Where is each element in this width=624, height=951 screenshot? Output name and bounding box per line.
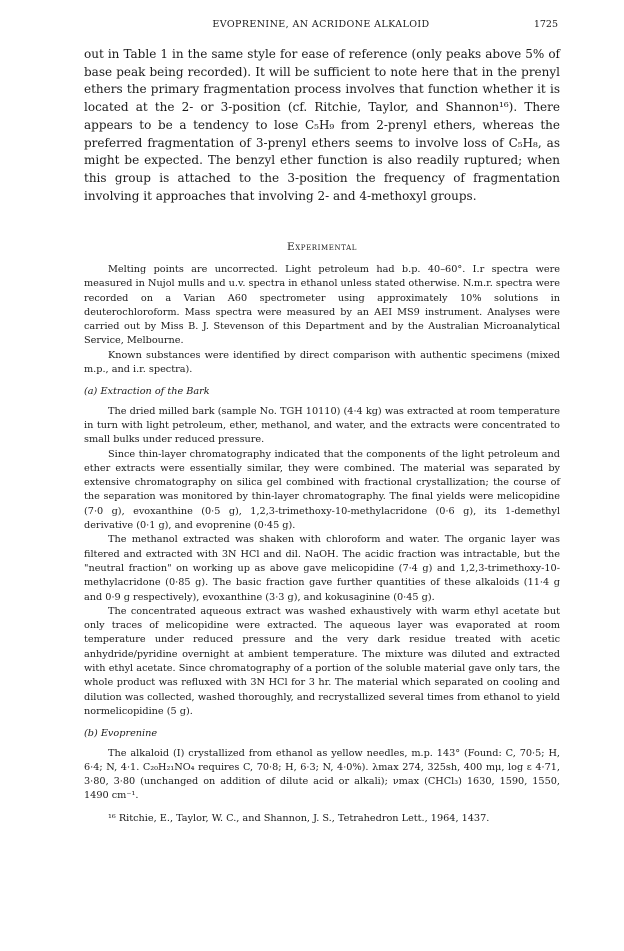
extraction-paragraph-1: The dried milled bark (sample No. TGH 10110) (4·4 kg) was extracted at room temperature in turn with light petroleum, ether, methanol, and water, and the extracts were concentrated to small bulks under reduced pressure.	[84, 405, 560, 446]
extraction-paragraph-2: Since thin-layer chromatography indicated that the components of the light petroleum and ether extracts were essentially similar, they were combined. The material was separated by extensive chromatography on silica gel combined with fractional crystallization; the course of the separation was monitored by thin-layer chromatography. The final yields were melicopidine (7·0 g), evoxanthine (0·5 g), 1,2,3-trimethoxy-10-methylacridone (0·6 g), its 1-demethyl derivative (0·1 g), and evoprenine (0·45 g).	[84, 448, 560, 532]
evoprenine-paragraph: The alkaloid (I) crystallized from ethanol as yellow needles, m.p. 143° (Found: C, 70·5; H, 6·4; N, 4·1. C₂₀H₂₁NO₄ requires C, 70·8; H, 6·3; N, 4·0%). λmax 274, 325sh, 400 mμ, log ε 4·71, 3·80, 3·80 (unchanged on addition of dilute acid or alkali); νmax (CHCl₃) 1630, 1590, 1550, 1490 cm⁻¹.	[84, 747, 560, 802]
subsection-a-heading	[84, 385, 560, 399]
section-heading-experimental: Experimental	[286, 241, 358, 253]
intro-text	[84, 46, 560, 205]
running-title: EVOPRENINE, AN ACRIDONE ALKALOID	[212, 19, 430, 30]
page-number: 1725	[533, 19, 558, 30]
identification-paragraph: Known substances were identified by direct comparison with authentic specimens (mixed m.p., and i.r. spectra).	[84, 349, 560, 376]
subsection-a-label: (a)	[84, 386, 98, 398]
subsection-a-title: Extraction of the Bark	[100, 386, 210, 398]
extraction-paragraph-3: The methanol extracted was shaken with chloroform and water. The organic layer was filtered and extracted with 3N HCl and dil. NaOH. The acidic fraction was intractable, but the "neutral fraction" on working up as above gave melicopidine (7·4 g) and 1,2,3-trimethoxy-10-methylacridone (0·85 g). The basic fraction gave further quantities of these alkaloids (11·4 g and 0·9 g respectively), evoxanthine (3·3 g), and kokusaginine (0·45 g).	[84, 534, 560, 603]
experimental-body	[84, 263, 560, 826]
footnote-16: ¹⁶ Ritchie, E., Taylor, W. C., and Shannon, J. S., Tetrahedron Lett., 1964, 1437.	[108, 812, 490, 824]
subsection-b-label: (b)	[84, 728, 98, 740]
intro-paragraph: out in Table 1 in the same style for ease of reference (only peaks above 5% of base peak being recorded). It will be sufficient to note here that in the prenyl ethers the primary fragmentation process involves that function whether it is located at the 2- or 3-position (cf. Ritchie, Taylor, and Shannon¹⁶). There appears to be a tendency to lose C₅H₉ from 2-prenyl ethers, whereas the preferred fragmentation of 3-prenyl ethers seems to involve loss of C₅H₈, as might be expected. The benzyl ether function is also readily ruptured; when this group is attached to the 3-position the frequency of fragmentation involving it approaches that involving 2- and 4-methoxyl groups.	[84, 47, 560, 203]
extraction-paragraph-4: The concentrated aqueous extract was washed exhaustively with warm ethyl acetate but only traces of melicopidine were extracted. The aqueous layer was evaporated at room temperature under reduced pressure and the very dark residue treated with acetic anhydride/pyridine overnight at ambient temperature. The mixture was diluted and extracted with ethyl acetate. Since chromatography of a portion of the soluble material gave only tars, the whole product was refluxed with 3N HCl for 3 hr. The material which separated on cooling and dilution was collected, washed thoroughly, and recrystallized several times from ethanol to yield normelicopidine (5 g).	[84, 605, 560, 717]
general-methods-paragraph: Melting points are uncorrected. Light petroleum had b.p. 40–60°. I.r spectra were measured in Nujol mulls and u.v. spectra in ethanol unless stated otherwise. N.m.r. spectra were recorded on a Varian A60 spectrometer using approximately 10% solutions in deuterochloroform. Mass spectra were measured by an AEI MS9 instrument. Analyses were carried out by Miss B. J. Stevenson of this Department and by the Australian Microanalytical Service, Melbourne.	[84, 264, 560, 347]
page-header	[84, 19, 558, 35]
subsection-b-heading	[84, 727, 560, 741]
subsection-b-title: Evoprenine	[100, 728, 158, 740]
